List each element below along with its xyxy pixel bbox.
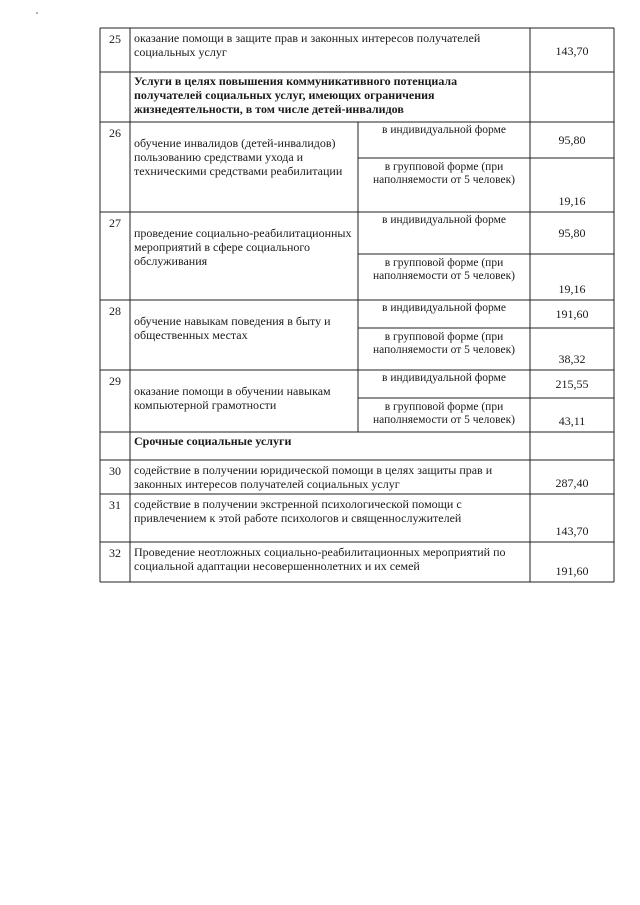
form-group: в групповой форме (при наполняемости от 5 человек): [372, 161, 515, 186]
scan-speck: [36, 12, 38, 14]
row-number: 28: [109, 304, 121, 318]
price-value: 143,70: [555, 43, 589, 58]
form-individual: в индивидуальной форме: [382, 214, 506, 226]
price-group: 19,16: [558, 282, 586, 296]
form-individual: в индивидуальной форме: [382, 372, 506, 384]
price-individual: 95,80: [558, 226, 586, 240]
price-individual: 215,55: [555, 377, 589, 391]
price-group: 38,32: [558, 352, 586, 366]
service-name: содействие в получении юридической помощи в целях защиты прав и законных интересов получателей социальных услуг: [134, 463, 493, 491]
row-number: 31: [109, 498, 121, 512]
row-number: 32: [109, 546, 121, 560]
price-value: 191,60: [555, 564, 589, 578]
price-individual: 191,60: [555, 307, 589, 321]
price-group: 43,11: [558, 414, 586, 428]
service-name: обучение навыкам поведения в быту и общественных местах: [134, 314, 331, 342]
price-individual: 95,80: [558, 133, 586, 147]
form-individual: в индивидуальной форме: [382, 302, 506, 314]
section-heading: Срочные социальные услуги: [134, 434, 292, 448]
row-number: 27: [109, 216, 121, 230]
service-name: обучение инвалидов (детей-инвалидов) пользованию средствами ухода и техническими средствами реабилитации: [134, 136, 343, 178]
price-group: 19,16: [558, 194, 586, 208]
service-name: проведение социально-реабилитационных мероприятий в сфере социального обслуживания: [134, 226, 352, 268]
price-value: 287,40: [555, 476, 589, 490]
row-number: 30: [109, 464, 121, 478]
service-name: оказание помощи в защите прав и законных интересов получателей социальных услуг: [134, 31, 481, 59]
row-number: 25: [109, 32, 121, 46]
tariff-table: [100, 28, 614, 582]
section-heading: Услуги в целях повышения коммуникативного потенциала получателей социальных услуг, имеющих ограничения жизнедеятельности, в том числе детей-инвалидов: [134, 74, 458, 116]
form-group: в групповой форме (при наполняемости от 5 человек): [372, 257, 515, 282]
service-name: Проведение неотложных социально-реабилитационных мероприятий по социальной адаптации несовершеннолетних и их семей: [134, 545, 506, 573]
form-group: в групповой форме (при наполняемости от 5 человек): [372, 401, 515, 426]
form-individual: в индивидуальной форме: [382, 124, 506, 136]
row-number: 26: [109, 126, 121, 140]
form-group: в групповой форме (при наполняемости от 5 человек): [372, 331, 515, 356]
service-name: оказание помощи в обучении навыкам компьютерной грамотности: [134, 384, 331, 412]
row-number: 29: [109, 374, 121, 388]
price-value: 143,70: [555, 524, 589, 538]
service-name: содействие в получении экстренной психологической помощи с привлечением к этой работе психологов и священнослужителей: [134, 497, 462, 525]
